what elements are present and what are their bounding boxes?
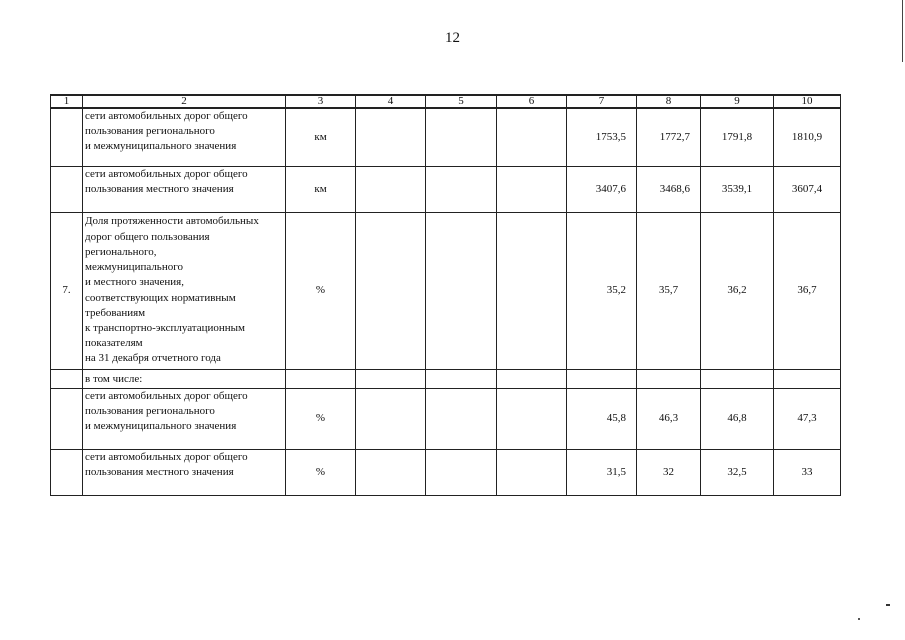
column-header: 6 (497, 95, 567, 108)
name-line: пользования местного значения (85, 465, 234, 478)
page-number: 12 (445, 30, 460, 46)
name-line: пользования регионального (85, 125, 215, 138)
indicator-name (83, 369, 286, 388)
unit-cell: % (286, 388, 356, 449)
value-cell (774, 369, 841, 388)
row-number (51, 108, 83, 166)
value-cell (701, 369, 774, 388)
name-line: сети автомобильных дорог общего (85, 167, 248, 180)
name-line: требованиям (85, 306, 146, 319)
column-header: 9 (701, 95, 774, 108)
table-row (51, 108, 841, 166)
value-cell (426, 108, 497, 166)
table-row (51, 369, 841, 388)
indicator-name (83, 108, 286, 166)
unit-cell (286, 369, 356, 388)
value-cell (426, 212, 497, 369)
name-line: сети автомобильных дорог общего (85, 450, 248, 463)
value-cell: 31,5 (567, 449, 637, 495)
value-cell: 1810,9 (774, 108, 841, 166)
value-cell: 45,8 (567, 388, 637, 449)
column-header: 1 (51, 95, 83, 108)
scan-speck (886, 604, 890, 606)
indicator-name (83, 166, 286, 212)
value-cell: 3539,1 (701, 166, 774, 212)
indicators-table (50, 94, 841, 496)
indicator-name (83, 388, 286, 449)
value-cell (497, 449, 567, 495)
value-cell: 35,2 (567, 212, 637, 369)
value-cell (426, 369, 497, 388)
table-row (51, 388, 841, 449)
row-number (51, 369, 83, 388)
indicator-name (83, 212, 286, 369)
value-cell (356, 212, 426, 369)
unit-cell: % (286, 212, 356, 369)
value-cell: 32,5 (701, 449, 774, 495)
value-cell: 3468,6 (637, 166, 701, 212)
column-header: 5 (426, 95, 497, 108)
name-line: к транспортно-эксплуатационным (85, 321, 246, 334)
value-cell (356, 166, 426, 212)
table-row (51, 212, 841, 369)
value-cell (497, 388, 567, 449)
value-cell: 46,8 (701, 388, 774, 449)
scan-speck (858, 618, 860, 620)
column-header: 7 (567, 95, 637, 108)
row-number (51, 166, 83, 212)
value-cell: 1791,8 (701, 108, 774, 166)
scan-edge-mark (902, 0, 903, 62)
column-header: 2 (83, 95, 286, 108)
column-header: 8 (637, 95, 701, 108)
value-cell (356, 369, 426, 388)
indicator-name (83, 449, 286, 495)
name-line: на 31 декабря отчетного года (85, 352, 221, 365)
unit-cell: км (286, 166, 356, 212)
unit-cell: % (286, 449, 356, 495)
value-cell (637, 369, 701, 388)
value-cell (497, 108, 567, 166)
column-header: 3 (286, 95, 356, 108)
value-cell: 3407,6 (567, 166, 637, 212)
unit-cell: км (286, 108, 356, 166)
value-cell: 47,3 (774, 388, 841, 449)
row-number (51, 449, 83, 495)
value-cell: 36,2 (701, 212, 774, 369)
name-line: и межмуниципального значения (85, 419, 237, 432)
table-row (51, 166, 841, 212)
name-line: регионального, (85, 245, 157, 258)
value-cell: 1753,5 (567, 108, 637, 166)
value-cell (356, 388, 426, 449)
value-cell (567, 369, 637, 388)
value-cell: 32 (637, 449, 701, 495)
name-line: пользования регионального (85, 404, 215, 417)
row-number (51, 388, 83, 449)
name-line: сети автомобильных дорог общего (85, 389, 248, 402)
name-line: пользования местного значения (85, 182, 234, 195)
value-cell: 1772,7 (637, 108, 701, 166)
value-cell (426, 449, 497, 495)
value-cell (497, 212, 567, 369)
value-cell (497, 166, 567, 212)
name-line: показателям (85, 337, 143, 350)
column-header: 10 (774, 95, 841, 108)
name-line: сети автомобильных дорог общего (85, 110, 248, 122)
value-cell (426, 388, 497, 449)
value-cell: 46,3 (637, 388, 701, 449)
value-cell: 3607,4 (774, 166, 841, 212)
value-cell (497, 369, 567, 388)
value-cell: 35,7 (637, 212, 701, 369)
column-number-row (51, 95, 841, 108)
name-line: дорог общего пользования (85, 230, 210, 243)
column-header: 4 (356, 95, 426, 108)
name-line: межмуниципального (85, 261, 183, 274)
value-cell (426, 166, 497, 212)
value-cell: 33 (774, 449, 841, 495)
name-line: соответствующих нормативным (85, 291, 236, 304)
name-line: в том числе: (85, 372, 143, 385)
table-row (51, 449, 841, 495)
row-number: 7. (51, 212, 83, 369)
value-cell (356, 449, 426, 495)
value-cell: 36,7 (774, 212, 841, 369)
name-line: Доля протяженности автомобильных (85, 215, 259, 228)
name-line: и местного значения, (85, 276, 184, 289)
value-cell (356, 108, 426, 166)
name-line: и межмуниципального значения (85, 140, 237, 153)
